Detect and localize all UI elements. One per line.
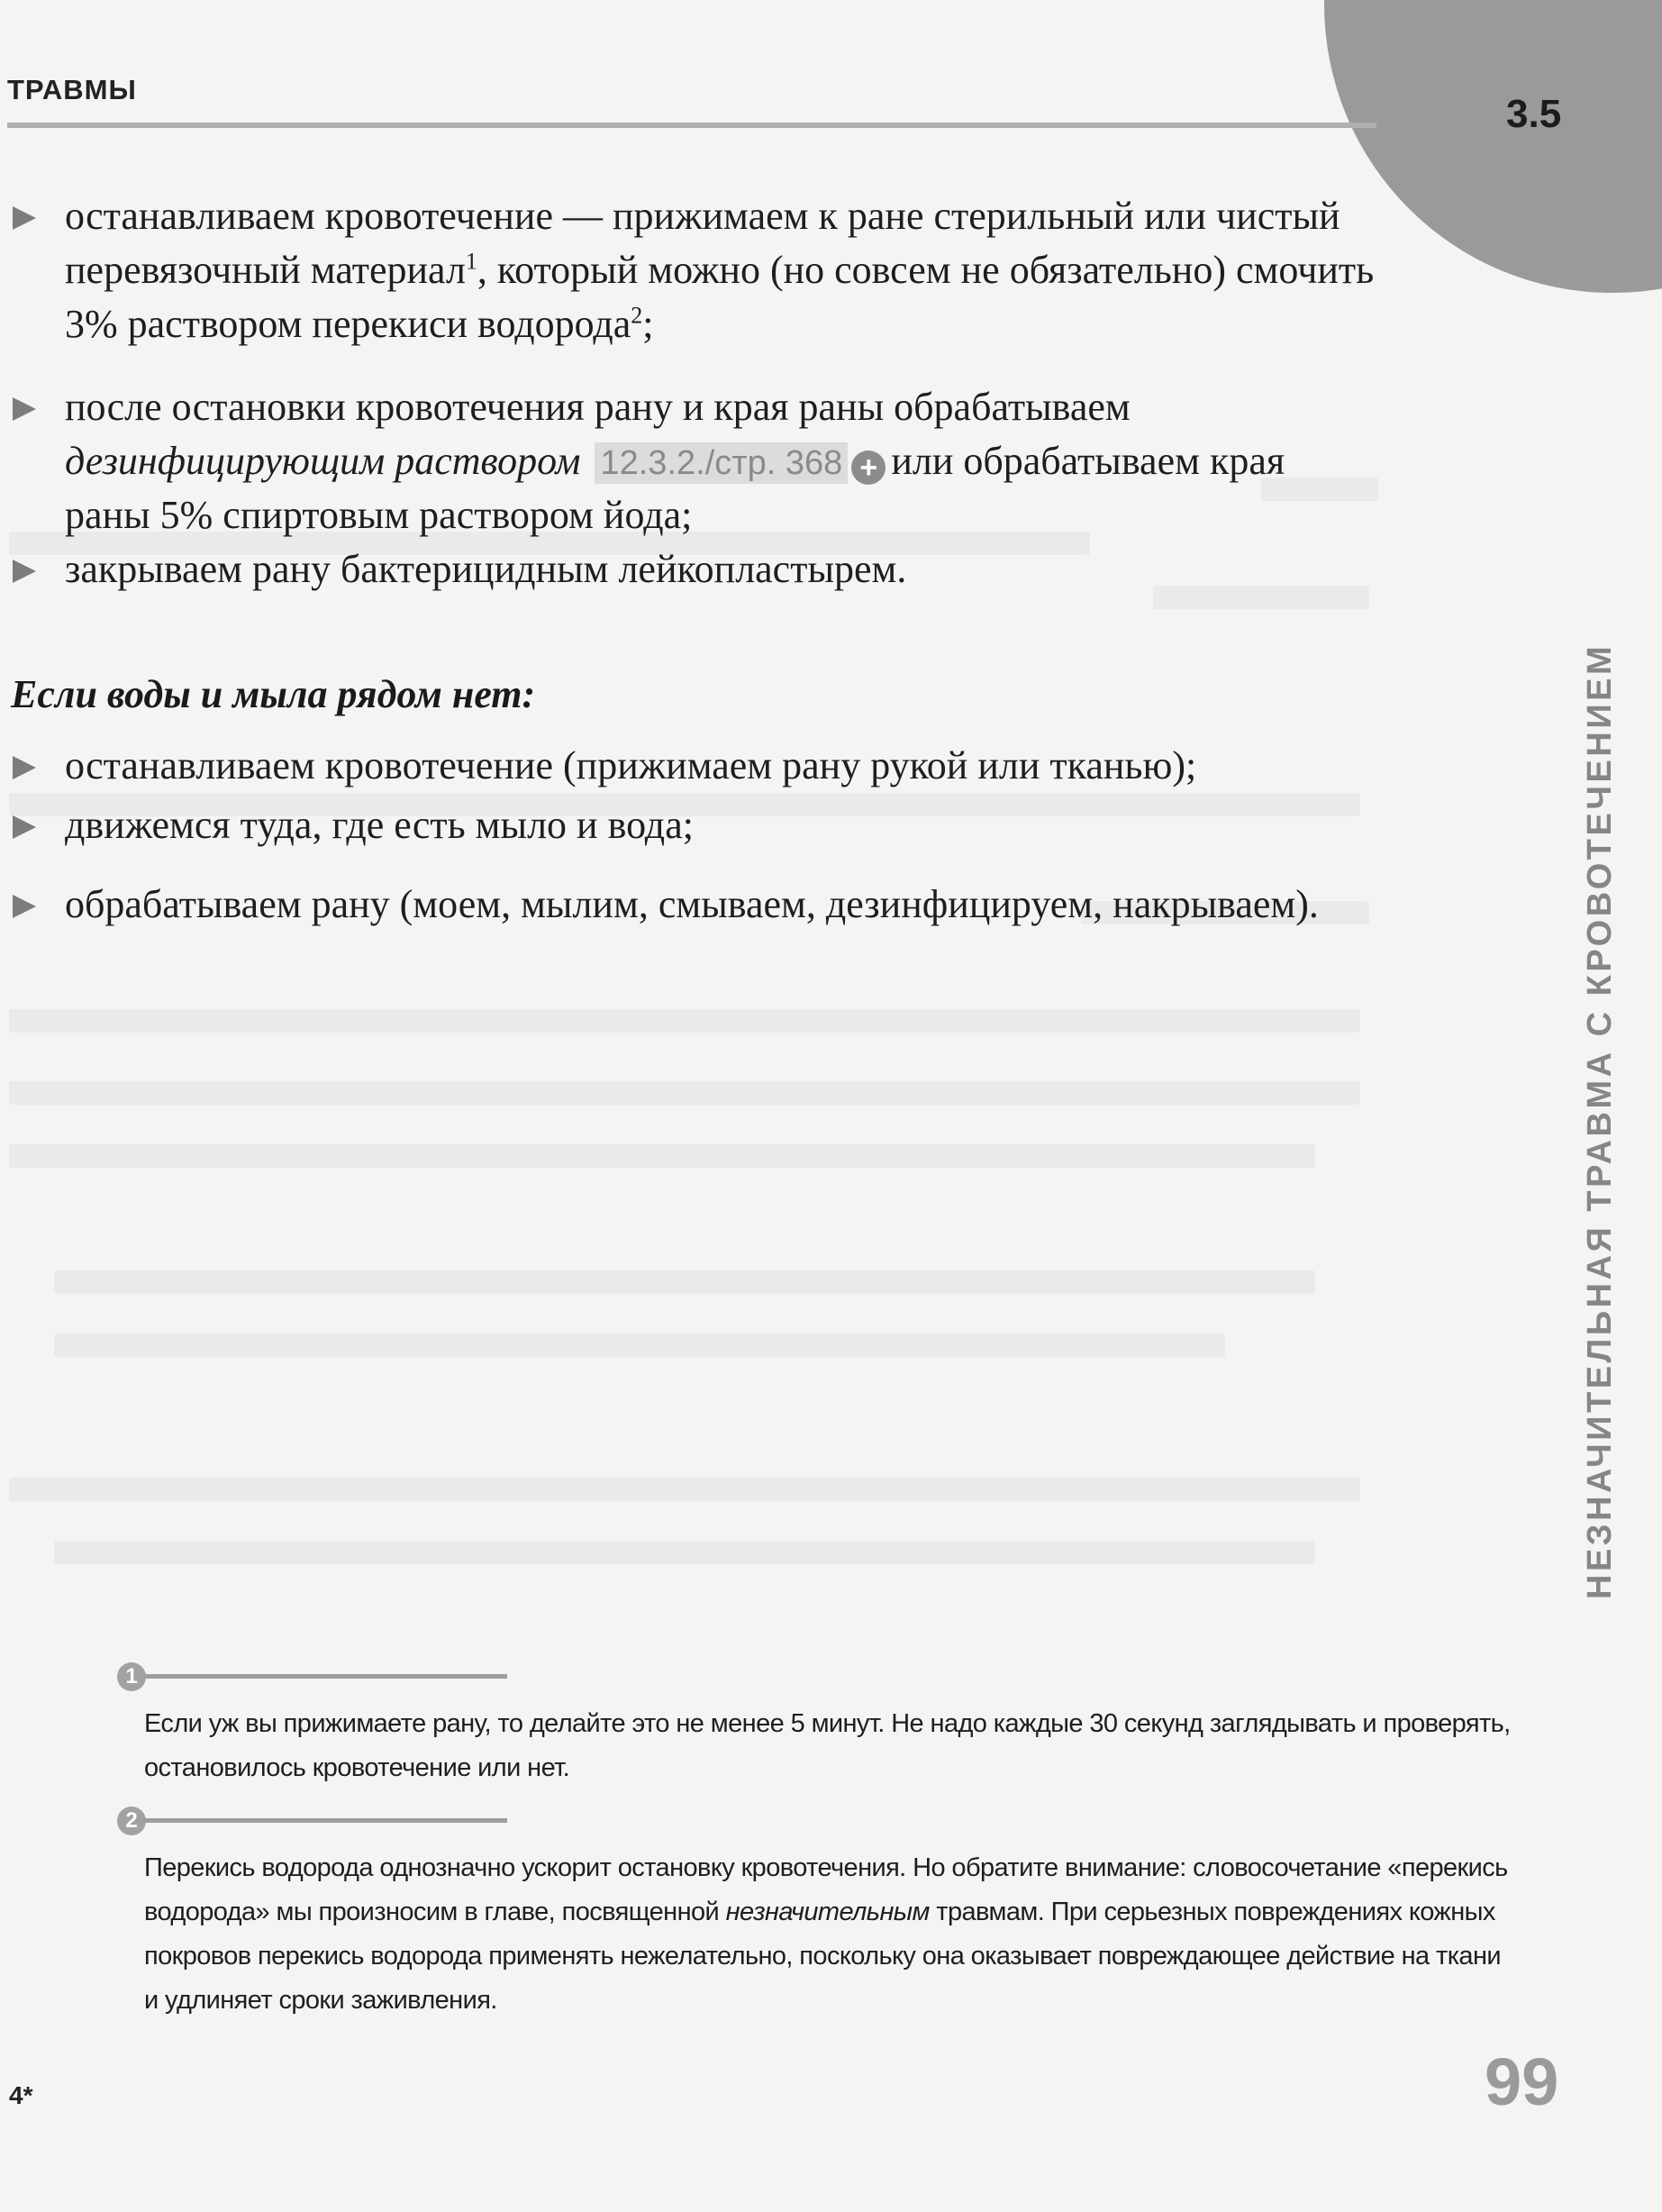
subheading: Если воды и мыла рядом нет:: [11, 672, 536, 716]
plus-circle-icon: +: [851, 451, 885, 485]
list-item: обрабатываем рану (моем, мылим, смываем, дезинфицируем, накрываем).: [7, 878, 1376, 932]
chapter-side-title: НЕЗНАЧИТЕЛЬНАЯ ТРАВМА С КРОВОТЕЧЕНИЕМ: [1581, 642, 1619, 1599]
emphasis: дезинфицирующим раствором: [65, 439, 581, 483]
footnote-rule: [142, 1674, 507, 1679]
footnote-number-badge: 2: [117, 1807, 146, 1835]
footnote-number-badge: 1: [117, 1662, 146, 1691]
triangle-bullet-icon: [13, 397, 36, 421]
page-number: 99: [1485, 2044, 1559, 2119]
list-item: закрываем рану бактерицидным лейкопластырем.: [7, 542, 1376, 596]
running-head: ТРАВМЫ: [7, 74, 137, 105]
emphasis: незначительным: [725, 1898, 930, 1926]
footnote-text: Если уж вы прижимаете рану, то делайте это не менее 5 минут. Не надо каждые 30 секунд заглядывать и проверять, остановилось кровотечение или нет.: [144, 1709, 1511, 1782]
footnote-text: Перекись водорода однозначно ускорит остановку кровотечения. Но обратите внимание: словосочетание «перекись водорода» мы произносим в главе, посвященной незначительным травмам. При серьезных повреждениях кожных покровов перекись водорода применять нежелательно, поскольку она оказывает повреждающее действие на ткани и удлиняет сроки заживления.: [144, 1853, 1508, 2015]
cross-reference-link[interactable]: 12.3.2./стр. 368: [595, 442, 848, 484]
footnote-ref: 1: [465, 248, 477, 275]
footnote-rule: [142, 1818, 507, 1823]
triangle-bullet-icon: [13, 815, 36, 839]
triangle-bullet-icon: [13, 206, 36, 230]
triangle-bullet-icon: [13, 756, 36, 779]
list-item: после остановки кровотечения рану и края раны обрабатываем дезинфицирующим раствором 12.3.2./стр. 368 + или обрабатываем края раны 5% спиртовым раствором йода;: [7, 380, 1376, 542]
bullet-list-secondary: [7, 739, 1376, 932]
bullet-list-primary: [7, 189, 1376, 596]
section-number: 3.5: [1506, 92, 1562, 136]
header-rule: [7, 123, 1376, 128]
signature-mark: 4*: [9, 2081, 33, 2109]
list-item: останавливаем кровотечение (прижимаем рану рукой или тканью);: [7, 739, 1376, 793]
triangle-bullet-icon: [13, 560, 36, 583]
footnote-ref: 2: [631, 302, 643, 329]
list-item: движемся туда, где есть мыло и вода;: [7, 798, 1376, 852]
triangle-bullet-icon: [13, 895, 36, 918]
list-item: останавливаем кровотечение — прижимаем к ране стерильный или чистый перевязочный материал$^1$, который можно (но совсем не обязательно) смочить 3% раствором перекиси водорода$^2$;: [7, 189, 1376, 351]
